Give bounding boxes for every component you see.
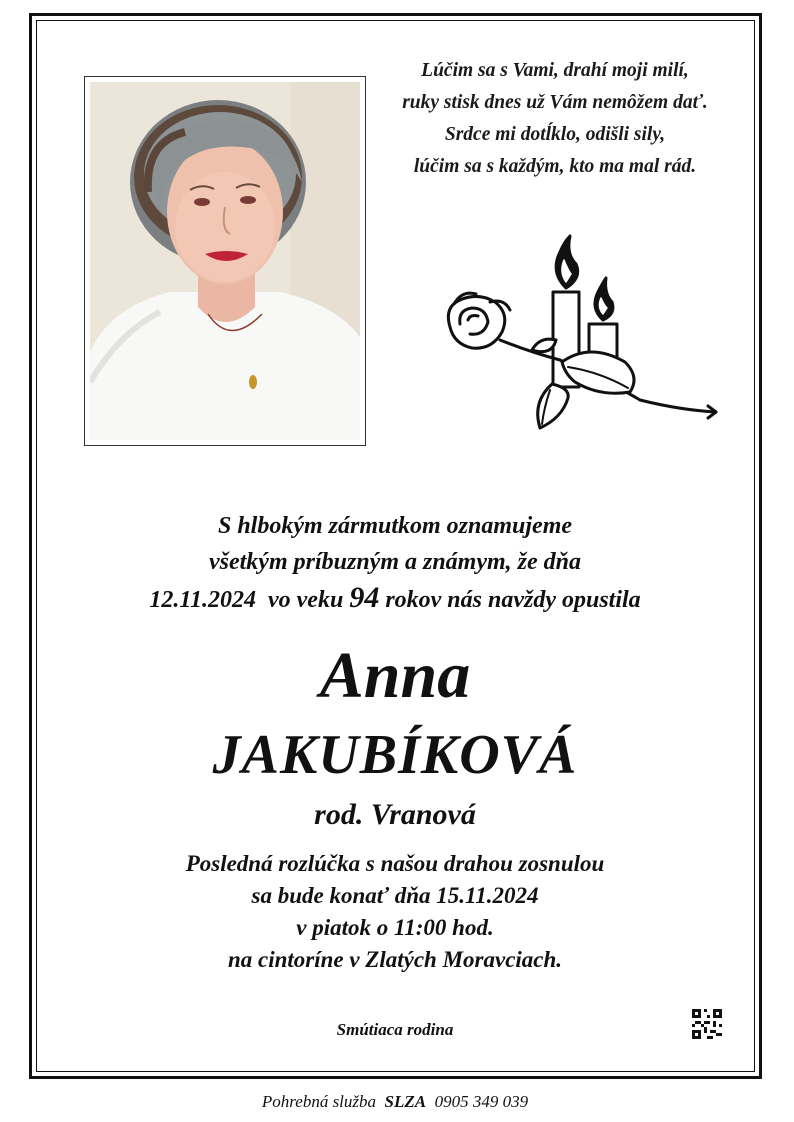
announcement <box>60 508 730 618</box>
funeral-line: v piatok o 11:00 hod. <box>296 915 494 940</box>
funeral-details <box>60 848 730 976</box>
family-signature: Smútiaca rodina <box>336 1020 454 1039</box>
poem-line: Lúčim sa s Vami, drahí moji milí, <box>421 60 689 81</box>
death-date: 12.11.2024 <box>149 587 256 613</box>
funeral-line: na cintoríne v Zlatých Moravciach. <box>227 947 563 972</box>
funeral-line: sa bude konať dňa 15.11.2024 <box>251 883 539 908</box>
first-name: Anna <box>319 639 471 712</box>
funeral-line: Posledná rozlúčka s našou drahou zosnulou <box>185 851 605 876</box>
footer-phone: 0905 349 039 <box>434 1092 529 1111</box>
footer-label: Pohrebná služba <box>261 1092 377 1111</box>
portrait-photo <box>84 76 366 446</box>
farewell-poem <box>380 55 730 183</box>
footer-company: SLZA <box>384 1092 427 1111</box>
announcement-line: S hlbokým zármutkom oznamujeme <box>217 513 573 539</box>
funeral-service-footer <box>60 1090 730 1114</box>
announcement-line: všetkým príbuzným a známym, že dňa <box>208 549 581 575</box>
age-suffix: rokov nás navždy opustila <box>385 587 641 613</box>
maiden-name: rod. Vranová <box>314 798 476 831</box>
qr-code-icon <box>692 1009 722 1039</box>
age-prefix: vo veku <box>268 587 344 613</box>
last-name: JAKUBÍKOVÁ <box>212 724 578 786</box>
poem-line: lúčim sa s každým, kto ma mal rád. <box>413 156 697 177</box>
announcement-date-line <box>60 580 730 618</box>
poem-line: ruky stisk dnes už Vám nemôžem dať. <box>402 92 708 113</box>
poem-line: Srdce mi dotĺklo, odišli sily, <box>444 124 666 145</box>
candles-rose-icon <box>440 232 725 432</box>
age-value: 94 <box>349 581 380 614</box>
